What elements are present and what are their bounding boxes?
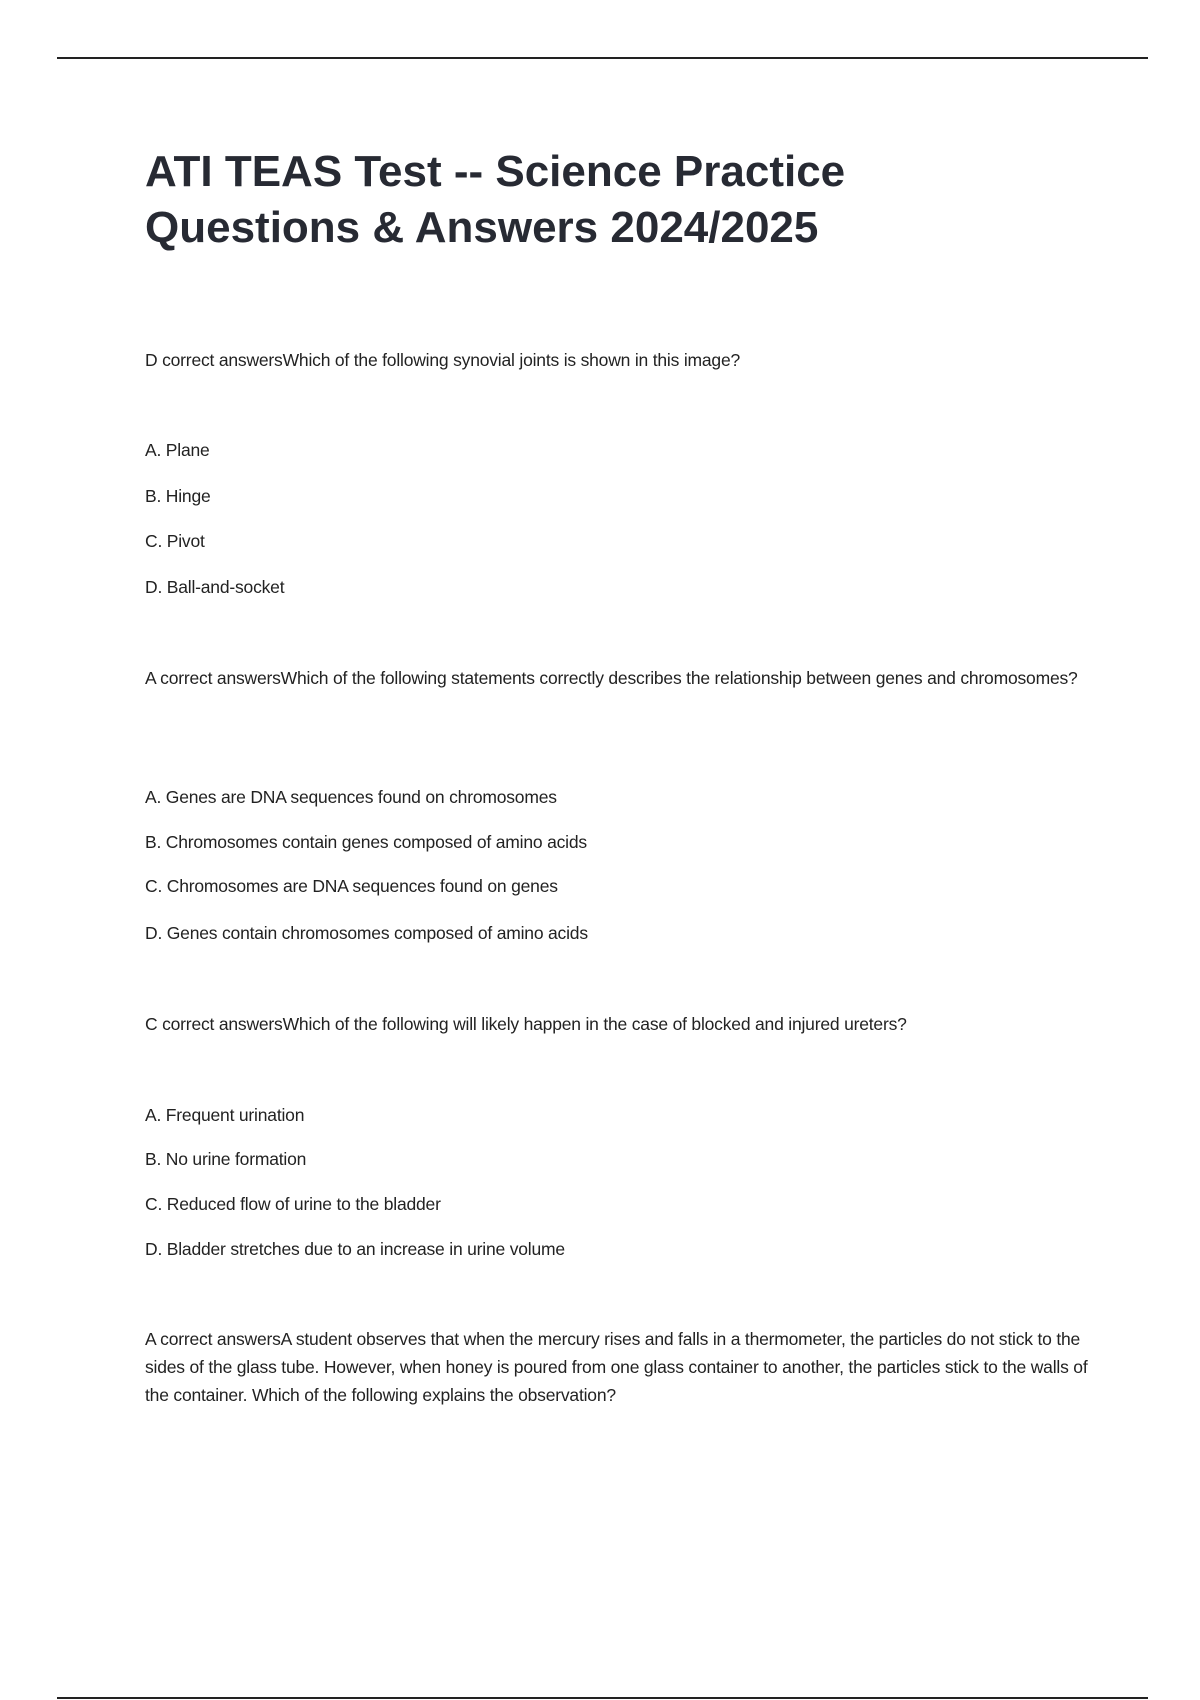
question-2-option-d: D. Genes contain chromosomes composed of amino acids bbox=[145, 923, 588, 943]
question-3-option-c: C. Reduced flow of urine to the bladder bbox=[145, 1194, 441, 1214]
question-1-option-a: A. Plane bbox=[145, 440, 210, 460]
question-1-option-c: C. Pivot bbox=[145, 531, 205, 551]
question-3: C correct answersWhich of the following will likely happen in the case of blocked and injured ureters? bbox=[145, 1014, 907, 1034]
question-2: A correct answersWhich of the following statements correctly describes the relationship between genes and chromosomes? bbox=[145, 668, 1078, 688]
question-1-option-b: B. Hinge bbox=[145, 486, 211, 506]
document-title: ATI TEAS Test -- Science Practice Questions & Answers 2024/2025 bbox=[145, 147, 846, 252]
question-2-option-c: C. Chromosomes are DNA sequences found on genes bbox=[145, 876, 558, 896]
question-1: D correct answersWhich of the following synovial joints is shown in this image? bbox=[145, 350, 741, 370]
header-rule bbox=[57, 57, 1148, 59]
question-3-option-a: A. Frequent urination bbox=[145, 1105, 305, 1125]
question-2-option-a: A. Genes are DNA sequences found on chromosomes bbox=[145, 787, 557, 807]
question-3-option-b: B. No urine formation bbox=[145, 1149, 307, 1169]
question-2-option-b: B. Chromosomes contain genes composed of amino acids bbox=[145, 832, 587, 852]
question-4: A correct answersA student observes that when the mercury rises and falls in a thermometer, the particles do not stick to the sides of the glass tube. However, when honey is poured from one glass container to another, the particles stick to the walls of the container. Which of the following explains the observation? bbox=[145, 1329, 1088, 1405]
question-1-option-d: D. Ball-and-socket bbox=[145, 577, 285, 597]
footer-rule bbox=[57, 1697, 1148, 1699]
question-3-option-d: D. Bladder stretches due to an increase in urine volume bbox=[145, 1239, 565, 1259]
